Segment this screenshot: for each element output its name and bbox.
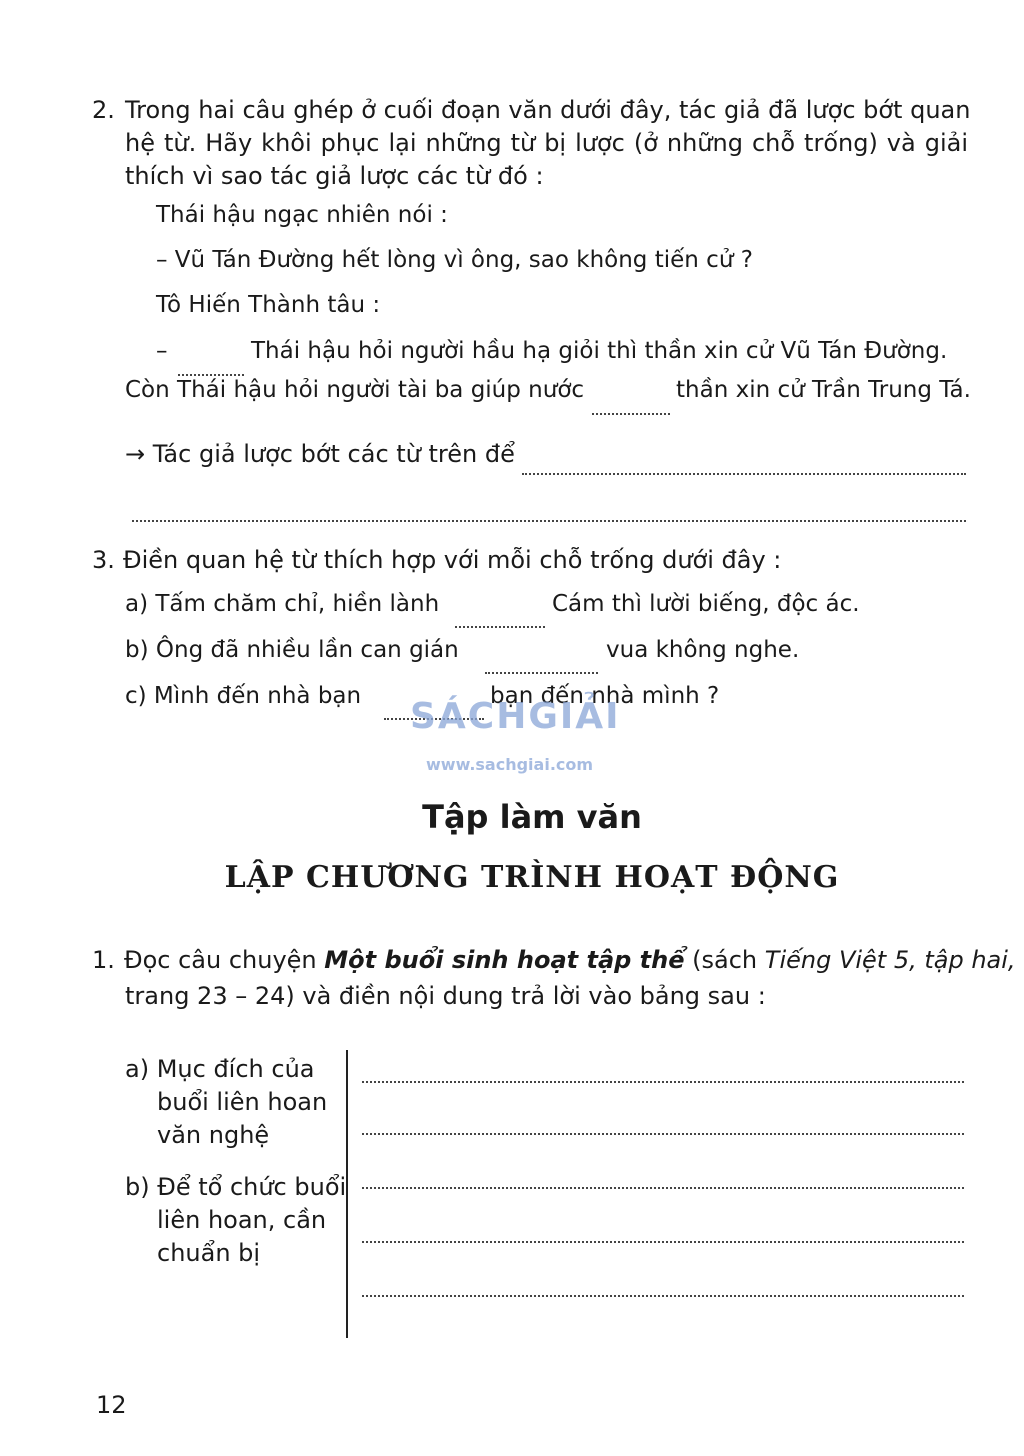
row-b-answer-line-3[interactable] — [362, 1294, 964, 1297]
row-a-label-2: buổi liên hoan — [157, 1088, 328, 1116]
tlv-q1-line-1 — [124, 944, 1016, 977]
row-a-label-3: văn nghệ — [157, 1121, 270, 1149]
q2-line-3: thích vì sao tác giả lược các từ đó : — [125, 162, 544, 190]
excerpt-line-5-a: Còn Thái hậu hỏi người tài ba giúp nước — [125, 377, 585, 403]
row-a-answer-line-1[interactable] — [362, 1080, 964, 1083]
row-b-answer-line-1[interactable] — [362, 1186, 964, 1189]
q3-b-part-2: vua không nghe. — [606, 637, 800, 663]
q3-c-part-2: bạn đến nhà mình ? — [490, 683, 720, 709]
tlv-q1-intro: Đọc câu chuyện — [124, 946, 317, 974]
section-title: Tập làm văn — [422, 798, 642, 836]
excerpt-line-4-text: Thái hậu hỏi người hầu hạ giỏi thì thần xin cử Vũ Tán Đường. — [251, 338, 948, 364]
q3-a-part-2: Cám thì lười biếng, độc ác. — [552, 591, 860, 617]
excerpt-line-5-b: thần xin cử Trần Trung Tá. — [676, 377, 971, 403]
watermark-logo: SÁCHGIẢI — [410, 696, 621, 737]
row-a-label-1: a) Mục đích của — [125, 1055, 315, 1083]
excerpt-line-4-dash: – — [156, 338, 168, 364]
table-divider — [346, 1050, 348, 1338]
q2-number: 2. — [92, 96, 115, 124]
tlv-q1-line-2: trang 23 – 24) và điền nội dung trả lời vào bảng sau : — [125, 982, 766, 1010]
q3-c-part-1: c) Mình đến nhà bạn — [125, 683, 362, 709]
q3-number: 3. — [92, 546, 115, 574]
answer-line-1[interactable] — [522, 460, 966, 479]
excerpt-line-1: Thái hậu ngạc nhiên nói : — [156, 202, 448, 228]
row-a-answer-line-2[interactable] — [362, 1132, 964, 1135]
book-title: Tiếng Việt 5, tập hai, — [764, 946, 1016, 974]
row-b-label-1: b) Để tổ chức buổi — [125, 1173, 347, 1201]
q2-line-2: hệ từ. Hãy khôi phục lại những từ bị lược (ở những chỗ trống) và giải — [125, 129, 968, 157]
q3-b-part-1: b) Ông đã nhiều lần can gián — [125, 637, 459, 663]
excerpt-line-2: – Vũ Tán Đường hết lòng vì ông, sao không tiến cử ? — [156, 247, 753, 273]
watermark-url: www.sachgiai.com — [426, 755, 594, 774]
row-b-label-2: liên hoan, cần — [157, 1206, 327, 1234]
q2-line-1: Trong hai câu ghép ở cuối đoạn văn dưới đây, tác giả đã lược bớt quan — [125, 96, 971, 124]
page-number: 12 — [96, 1391, 127, 1419]
row-b-label-3: chuẩn bị — [157, 1239, 261, 1267]
q2-answer-prompt: → Tác giả lược bớt các từ trên để — [125, 440, 515, 468]
blank-2[interactable] — [592, 400, 670, 419]
tlv-q1-number: 1. — [92, 946, 115, 974]
row-b-answer-line-2[interactable] — [362, 1240, 964, 1243]
section-subtitle: LẬP CHƯƠNG TRÌNH HOẠT ĐỘNG — [224, 860, 840, 895]
excerpt-line-3: Tô Hiến Thành tâu : — [156, 292, 381, 318]
q3-prompt: Điền quan hệ từ thích hợp với mỗi chỗ trống dưới đây : — [123, 546, 782, 574]
blank-b[interactable] — [485, 659, 598, 678]
story-title: Một buổi sinh hoạt tập thể — [324, 946, 685, 974]
blank-a[interactable] — [455, 613, 545, 632]
q3-a-part-1: a) Tấm chăm chỉ, hiền lành — [125, 591, 440, 617]
tlv-q1-source-open: (sách — [692, 946, 758, 974]
answer-line-2[interactable] — [132, 507, 966, 526]
